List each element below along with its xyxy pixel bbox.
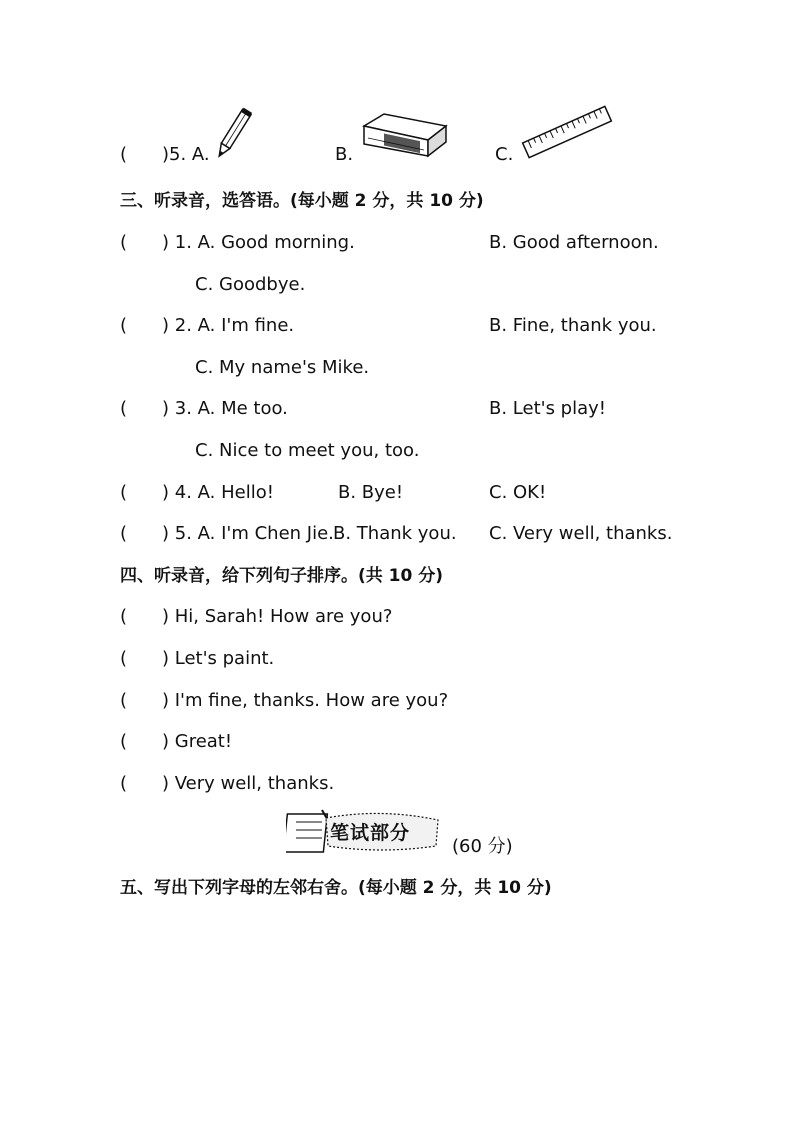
sentence-item: ) Great! xyxy=(162,731,233,752)
question-5-option-a: ) 5. A. I'm Chen Jie. xyxy=(162,523,334,544)
answer-paren: ( xyxy=(120,398,128,419)
question-5-label: )5. A. xyxy=(162,144,210,165)
sentence-item: ) I'm fine, thanks. How are you? xyxy=(162,690,449,711)
section-4-heading: 四、听录音，给下列句子排序。(共 10 分) xyxy=(120,566,444,586)
section-3-heading: 三、听录音，选答语。(每小题 2 分，共 10 分) xyxy=(120,191,484,211)
sentence-item: ) Hi, Sarah! How are you? xyxy=(162,606,393,627)
answer-paren: ( xyxy=(120,144,128,165)
section-5-heading: 五、写出下列字母的左邻右舍。(每小题 2 分，共 10 分) xyxy=(120,878,552,898)
question-4-option-b: B. Bye! xyxy=(338,482,404,503)
pencil-icon xyxy=(212,104,254,164)
answer-paren: ( xyxy=(120,606,128,627)
question-5-option-c: C. Very well, thanks. xyxy=(489,523,673,544)
question-1-option-c: C. Goodbye. xyxy=(195,274,306,295)
question-3-option-b: B. Let's play! xyxy=(489,398,607,419)
answer-paren: ( xyxy=(120,731,128,752)
option-b-label: B. xyxy=(335,144,354,165)
question-3-option-c: C. Nice to meet you, too. xyxy=(195,440,420,461)
question-5-option-b: B. Thank you. xyxy=(333,523,457,544)
written-part-title: 笔试部分 xyxy=(330,822,411,844)
written-part-score: (60 分) xyxy=(452,836,513,857)
answer-paren: ( xyxy=(120,648,128,669)
ruler-icon xyxy=(518,102,616,162)
answer-paren: ( xyxy=(120,773,128,794)
sentence-item: ) Very well, thanks. xyxy=(162,773,335,794)
option-c-label: C. xyxy=(495,144,514,165)
answer-paren: ( xyxy=(120,523,128,544)
question-3-option-a: ) 3. A. Me too. xyxy=(162,398,288,419)
question-2-option-b: B. Fine, thank you. xyxy=(489,315,657,336)
question-4-option-c: C. OK! xyxy=(489,482,547,503)
answer-paren: ( xyxy=(120,482,128,503)
answer-paren: ( xyxy=(120,232,128,253)
sentence-item: ) Let's paint. xyxy=(162,648,275,669)
question-1-option-b: B. Good afternoon. xyxy=(489,232,659,253)
question-4-option-a: ) 4. A. Hello! xyxy=(162,482,274,503)
answer-paren: ( xyxy=(120,690,128,711)
question-1-option-a: ) 1. A. Good morning. xyxy=(162,232,355,253)
answer-paren: ( xyxy=(120,315,128,336)
question-2-option-a: ) 2. A. I'm fine. xyxy=(162,315,295,336)
eraser-icon xyxy=(358,108,450,162)
question-2-option-c: C. My name's Mike. xyxy=(195,357,370,378)
